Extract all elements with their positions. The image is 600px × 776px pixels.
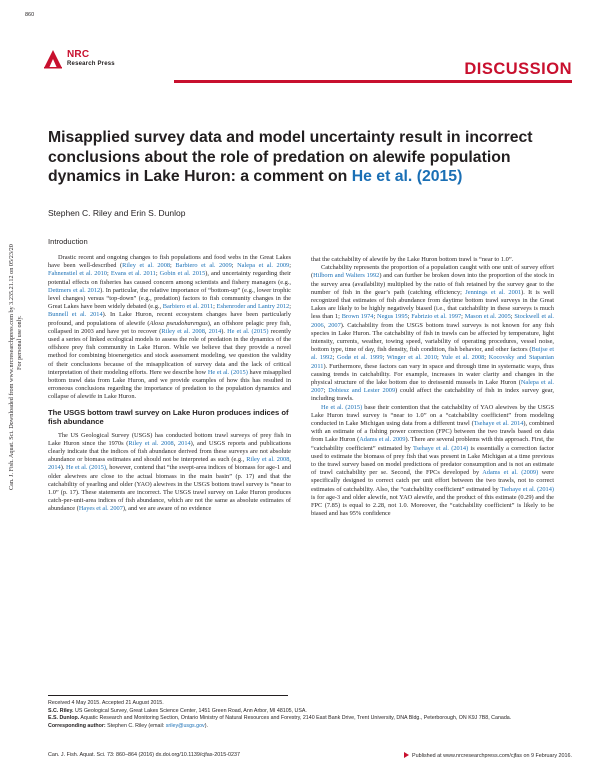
text-run: ). In particular, the relative importance of “bottom-up” (e.g., lower trophic level changes) versus “top-down” (e.g., predation) factors to fish community changes in the Great Lakes have been widely debated (e.g., xyxy=(48,286,291,311)
citation-link[interactable]: Bunnell et al. 2014 xyxy=(48,311,103,319)
arrow-icon xyxy=(404,752,409,758)
citation-link[interactable]: Dettmers et al. 2012 xyxy=(48,286,101,294)
citation-link[interactable]: Riley et al. 2008 xyxy=(128,439,174,447)
species-name: Alosa pseudoharengus xyxy=(149,319,208,327)
text-run: ; xyxy=(289,303,291,311)
continued-paragraph: that the catchability of alewife by the Lake Huron bottom trawl is “near to 1.0”. xyxy=(311,256,514,263)
text-run: , xyxy=(323,321,329,329)
text-run: ; xyxy=(510,313,515,321)
text-run: ; xyxy=(170,262,176,270)
text-run: ; xyxy=(106,270,111,278)
catchability-paragraph xyxy=(311,264,554,403)
citation-link[interactable]: Yule et al. 2008 xyxy=(441,354,485,362)
text-run: ) and can further be broken down into the proportion of the stock in the survey area (availability) multiplied by the ratio of fish retained by the survey gear to the number of fish in the gear’s path (catching efficiency; xyxy=(311,272,554,296)
text-run: ; xyxy=(461,313,465,321)
text-run: ), combined with an estimate of a fishing power correction (FPC) between the two trawls based on data from Lake Huron ( xyxy=(311,420,554,444)
citation-link[interactable]: Eshenroder and Lantry 2012 xyxy=(216,303,290,311)
citation-link[interactable]: Buijse et al. 1992 xyxy=(311,346,554,362)
text-run: ). It is well recognized that estimates of fish abundance from daytime bottom trawl surveys in the Great Lakes are likely to be highly negatively biased (i.e., that catchability in these surveys is much less than 1; xyxy=(311,288,554,321)
text-run: base their contention that the catchability of YAO alewives by the USGS Lake Huron trawl survey is “near to 1.0” on a “catchability coefficient” from modeling conducted in Lake Michigan using data from a different trawl ( xyxy=(311,403,554,428)
text-run: ; xyxy=(484,354,489,362)
citation-link[interactable]: Stockwell et al. 2006 xyxy=(311,313,554,329)
side-note-line2: For personal use only. xyxy=(16,315,23,370)
intro-paragraph xyxy=(48,254,291,402)
citation-link[interactable]: He et al. (2015) xyxy=(227,327,269,335)
citation-link[interactable]: Evans et al. 2011 xyxy=(110,270,156,278)
text-run: ; xyxy=(407,313,412,321)
text-run: ), and uncertainty regarding their potential effects on fisheries has caused concern among scientists and fishery managers (e.g., xyxy=(48,270,291,286)
citation-link[interactable]: 2007 xyxy=(328,321,341,329)
left-column xyxy=(48,237,291,514)
text-run: ). There are several problems with this approach. First, the “catchability coefficient” estimated by xyxy=(311,436,554,452)
citation-link[interactable]: Mason et al. 2005 xyxy=(464,313,511,321)
citation-link[interactable]: Negus 1995 xyxy=(377,313,408,321)
text-run: ), and USGS reports and publications clearly indicate that the indices of fish abundance derived from these surveys are not absolute abundance or biomass estimates and should not be interpreted as such (e.g., xyxy=(48,439,291,464)
received-line: Received 4 May 2015. Accepted 21 August 2015. xyxy=(48,700,164,706)
text-run: , xyxy=(204,327,209,335)
title-reference-link[interactable]: He et al. (2015) xyxy=(351,168,463,185)
citation-link[interactable]: Tsehaye et al. (2014) xyxy=(500,485,554,493)
citation-link[interactable]: Hayes et al. 2007 xyxy=(78,505,123,513)
publisher-logo[interactable] xyxy=(42,48,162,72)
text-run: ). xyxy=(221,327,228,335)
publisher-name: NRC xyxy=(67,49,90,60)
usgs-paragraph xyxy=(48,432,291,514)
authors: Stephen C. Riley and Erin S. Dunlop xyxy=(48,208,186,218)
publisher-sub: Research Press xyxy=(67,61,115,67)
text-run: ). Catchability from the USGS bottom trawl surveys is not known for any fish species in Lake Huron. The catchability of fish in trawls can be affected by temperature, light intensity, currents, weather, towing speed, variability of operating procedures, vessel noise, bottom type, time of day, fish density, fish condition, fish behavior, and other factors ( xyxy=(311,321,554,354)
text-run: ). In Lake Huron, recent ecosystem changes have been particularly profound, and populations of alewife ( xyxy=(48,311,291,327)
citation-link[interactable]: 2014 xyxy=(177,439,191,447)
text-run: ). Furthermore, these factors can vary in space and through time in systematic ways, thus causing trends in catchability. For example, increases in water clarity and changes in the physical structure of the lake bottom due to dreissenid mussels in Lake Huron ( xyxy=(311,362,554,387)
dunlop-affiliation: E.S. Dunlop. Aquatic Research and Monitoring Section, Ontario Ministry of Natural Resources and Forestry, 2140 East Bank Drive, Trent University, DNA Bldg., Peterborough, ON K9J 7B8, Canada. xyxy=(48,715,512,722)
citation-link[interactable]: Barbiero et al. 2009 xyxy=(175,262,232,270)
footnotes xyxy=(48,700,558,730)
citation-link[interactable]: Dobiesz and Lester 2009 xyxy=(328,387,396,395)
text-run: Catchability represents the proportion of a population caught with one unit of survey effort ( xyxy=(311,264,554,280)
citation-link[interactable]: Riley et al. 2008 xyxy=(161,327,205,335)
article-title xyxy=(48,128,558,187)
citation-link[interactable]: Gobin et al. 2015 xyxy=(159,270,206,278)
text-run: ; xyxy=(155,270,160,278)
page-number: 860 xyxy=(25,12,35,18)
text-run: ), an offshore pelagic prey fish, collapsed in 2003 and have yet to recover ( xyxy=(48,319,292,335)
text-run: ), and we are aware of no evidence xyxy=(122,505,212,513)
citation-link[interactable]: Riley et al. 2008 xyxy=(246,456,290,464)
citation-link[interactable]: Fahnenstiel et al. 2010 xyxy=(48,270,107,278)
citation-link[interactable]: Jennings et al. 2001 xyxy=(465,288,522,296)
text-run: The US Geological Survey (USGS) has conducted bottom trawl surveys of prey fish in Lake Huron since the 1970s ( xyxy=(48,431,291,447)
citation-link[interactable]: He et al. (2015) xyxy=(66,464,106,472)
section-label: DISCUSSION xyxy=(464,60,572,78)
citation-link[interactable]: He et al. (2015) xyxy=(207,368,248,376)
text-run: , xyxy=(173,439,178,447)
citation-link[interactable]: Winger et al. 2010 xyxy=(386,354,438,362)
header-divider xyxy=(174,80,572,83)
citation-link[interactable]: Riley et al. 2008 xyxy=(122,262,171,270)
text-run: ; xyxy=(213,303,217,311)
text-run: , xyxy=(289,456,291,464)
citation-link[interactable]: Fabrizio et al. 1997 xyxy=(411,313,462,321)
side-note-line1: Can. J. Fish. Aquat. Sci. Downloaded from www.nrcresearchpress.com by 3.235.21.12 on 05/23/20 xyxy=(8,244,15,490)
citation-link[interactable]: Godø et al. 1999 xyxy=(336,354,383,362)
text-run: recently used a series of linked ecological models to assess the role of predation in the dynamics of the offshore prey fish community in Lake Huron. While we believe that they provide a novel method for combining bioenergetics and stock assessment modeling, we question the validity of their conclusions because of the misapplication of survey data and the lack of critical interpretation of their modeling efforts. Here we describe how xyxy=(48,327,292,376)
text-run: ; xyxy=(437,354,442,362)
text-run: ) could affect the catchability of fish in index survey gear, including trawls. xyxy=(311,387,554,403)
citation-link[interactable]: Tsehaye et al. 2014 xyxy=(473,420,524,428)
text-run: have misapplied bottom trawl data from Lake Huron, and we provide examples of how this has resulted in erroneous conclusions regarding the importance of predation to the population dynamics and collapse of alewife in Lake Huron. xyxy=(48,368,291,401)
text-run: ). xyxy=(60,464,67,472)
text-run: ; xyxy=(231,262,238,270)
citation-link[interactable]: Nalepa et al. 2007 xyxy=(311,379,554,395)
journal-citation: Can. J. Fish. Aquat. Sci. 73: 860–864 (2016) dx.doi.org/10.1139/cjfas-2015-0237 xyxy=(48,752,240,758)
citation-link[interactable]: Barbiero et al. 2011 xyxy=(162,303,214,311)
corresponding-author: Corresponding author: Stephen C. Riley (email: sriley@usgs.gov). xyxy=(48,722,208,729)
nrc-logo-icon xyxy=(42,48,64,70)
text-run: ; xyxy=(323,387,329,395)
citation-link[interactable]: He et al. (2015) xyxy=(321,403,363,411)
download-side-note xyxy=(4,200,34,500)
citation-link[interactable]: 2014 xyxy=(208,327,222,335)
citation-link[interactable]: Brown 1974 xyxy=(341,313,374,321)
text-run: ; xyxy=(373,313,378,321)
text-run: is for age-3 and older alewife, not YAO alewife, and the product of this estimate (0.29) and the FPC (7.85) is equal to 2.28, not 1.0. Moreover, the “catchability coefficient” is likely to be biased and has 95% confidence xyxy=(311,493,554,518)
footnote-divider xyxy=(48,695,288,696)
citation-link[interactable]: Adams et al. (2009) xyxy=(482,469,539,477)
citation-link[interactable]: 2014 xyxy=(48,464,61,472)
text-run: were specifically designed to correct catch per unit effort between the two trawls, not to correct estimates of catchability. Also, the “catchability coefficient” estimated by xyxy=(311,469,554,493)
introduction-heading: Introduction xyxy=(48,237,88,246)
usgs-section-heading: The USGS bottom trawl survey on Lake Huron produces indices of fish abundance xyxy=(48,407,289,426)
text-run: ; xyxy=(332,354,337,362)
citation-link[interactable]: Hilborn and Walters 1992 xyxy=(313,272,380,280)
citation-link[interactable]: Tsehaye et al. (2014) xyxy=(412,444,469,452)
text-run: , however, contend that “the swept-area indices of biomass for age-1 and older alewives are close to the actual biomass in the main basin” (p. 17) and that the catchability of yearling and older (YAO) alewives in the USGS bottom trawl survey is “near to 1.0” (p. 17). These statements are incorrect. The USGS trawl survey on Lake Huron produces catch-per-unit-area indices of fish abundance, which are not the same as absolute estimates of abundance ( xyxy=(48,464,292,513)
citation-link[interactable]: Nalepa et al. 2009 xyxy=(237,262,290,270)
text-run: is essentially a correction factor used to estimate the biomass of prey fish that was present in Lake Michigan at a time previous to the trawl survey based on model predictions of predator consumption and is not an estimate of trawl catchability per se. Second, the FPCs developed by xyxy=(311,444,554,477)
page-footer xyxy=(48,752,572,762)
text-run: ; xyxy=(289,262,291,270)
citation-link[interactable]: Kocovsky and Stapanian 2011 xyxy=(311,354,554,370)
title-main: Misapplied survey data and model uncertainty result in incorrect conclusions about the role of predation on alewife population dynamics in Lake Huron: a comment on xyxy=(48,129,533,185)
he-et-al-paragraph xyxy=(311,404,554,519)
published-line: Published at www.nrcresearchpress.com/cjfas on 9 February 2016. xyxy=(404,752,572,759)
author-email-link[interactable]: sriley@usgs.gov xyxy=(165,722,205,729)
text-run: Drastic recent and ongoing changes to fish populations and food webs in the Great Lakes have been well-described ( xyxy=(48,254,291,270)
riley-affiliation: S.C. Riley. US Geological Survey, Great Lakes Science Center, 1451 Green Road, Ann Arbor, MI 48105, USA. xyxy=(48,707,307,714)
citation-link[interactable]: Adams et al. 2009 xyxy=(359,436,406,444)
text-run: ; xyxy=(382,354,387,362)
right-column xyxy=(311,256,554,519)
